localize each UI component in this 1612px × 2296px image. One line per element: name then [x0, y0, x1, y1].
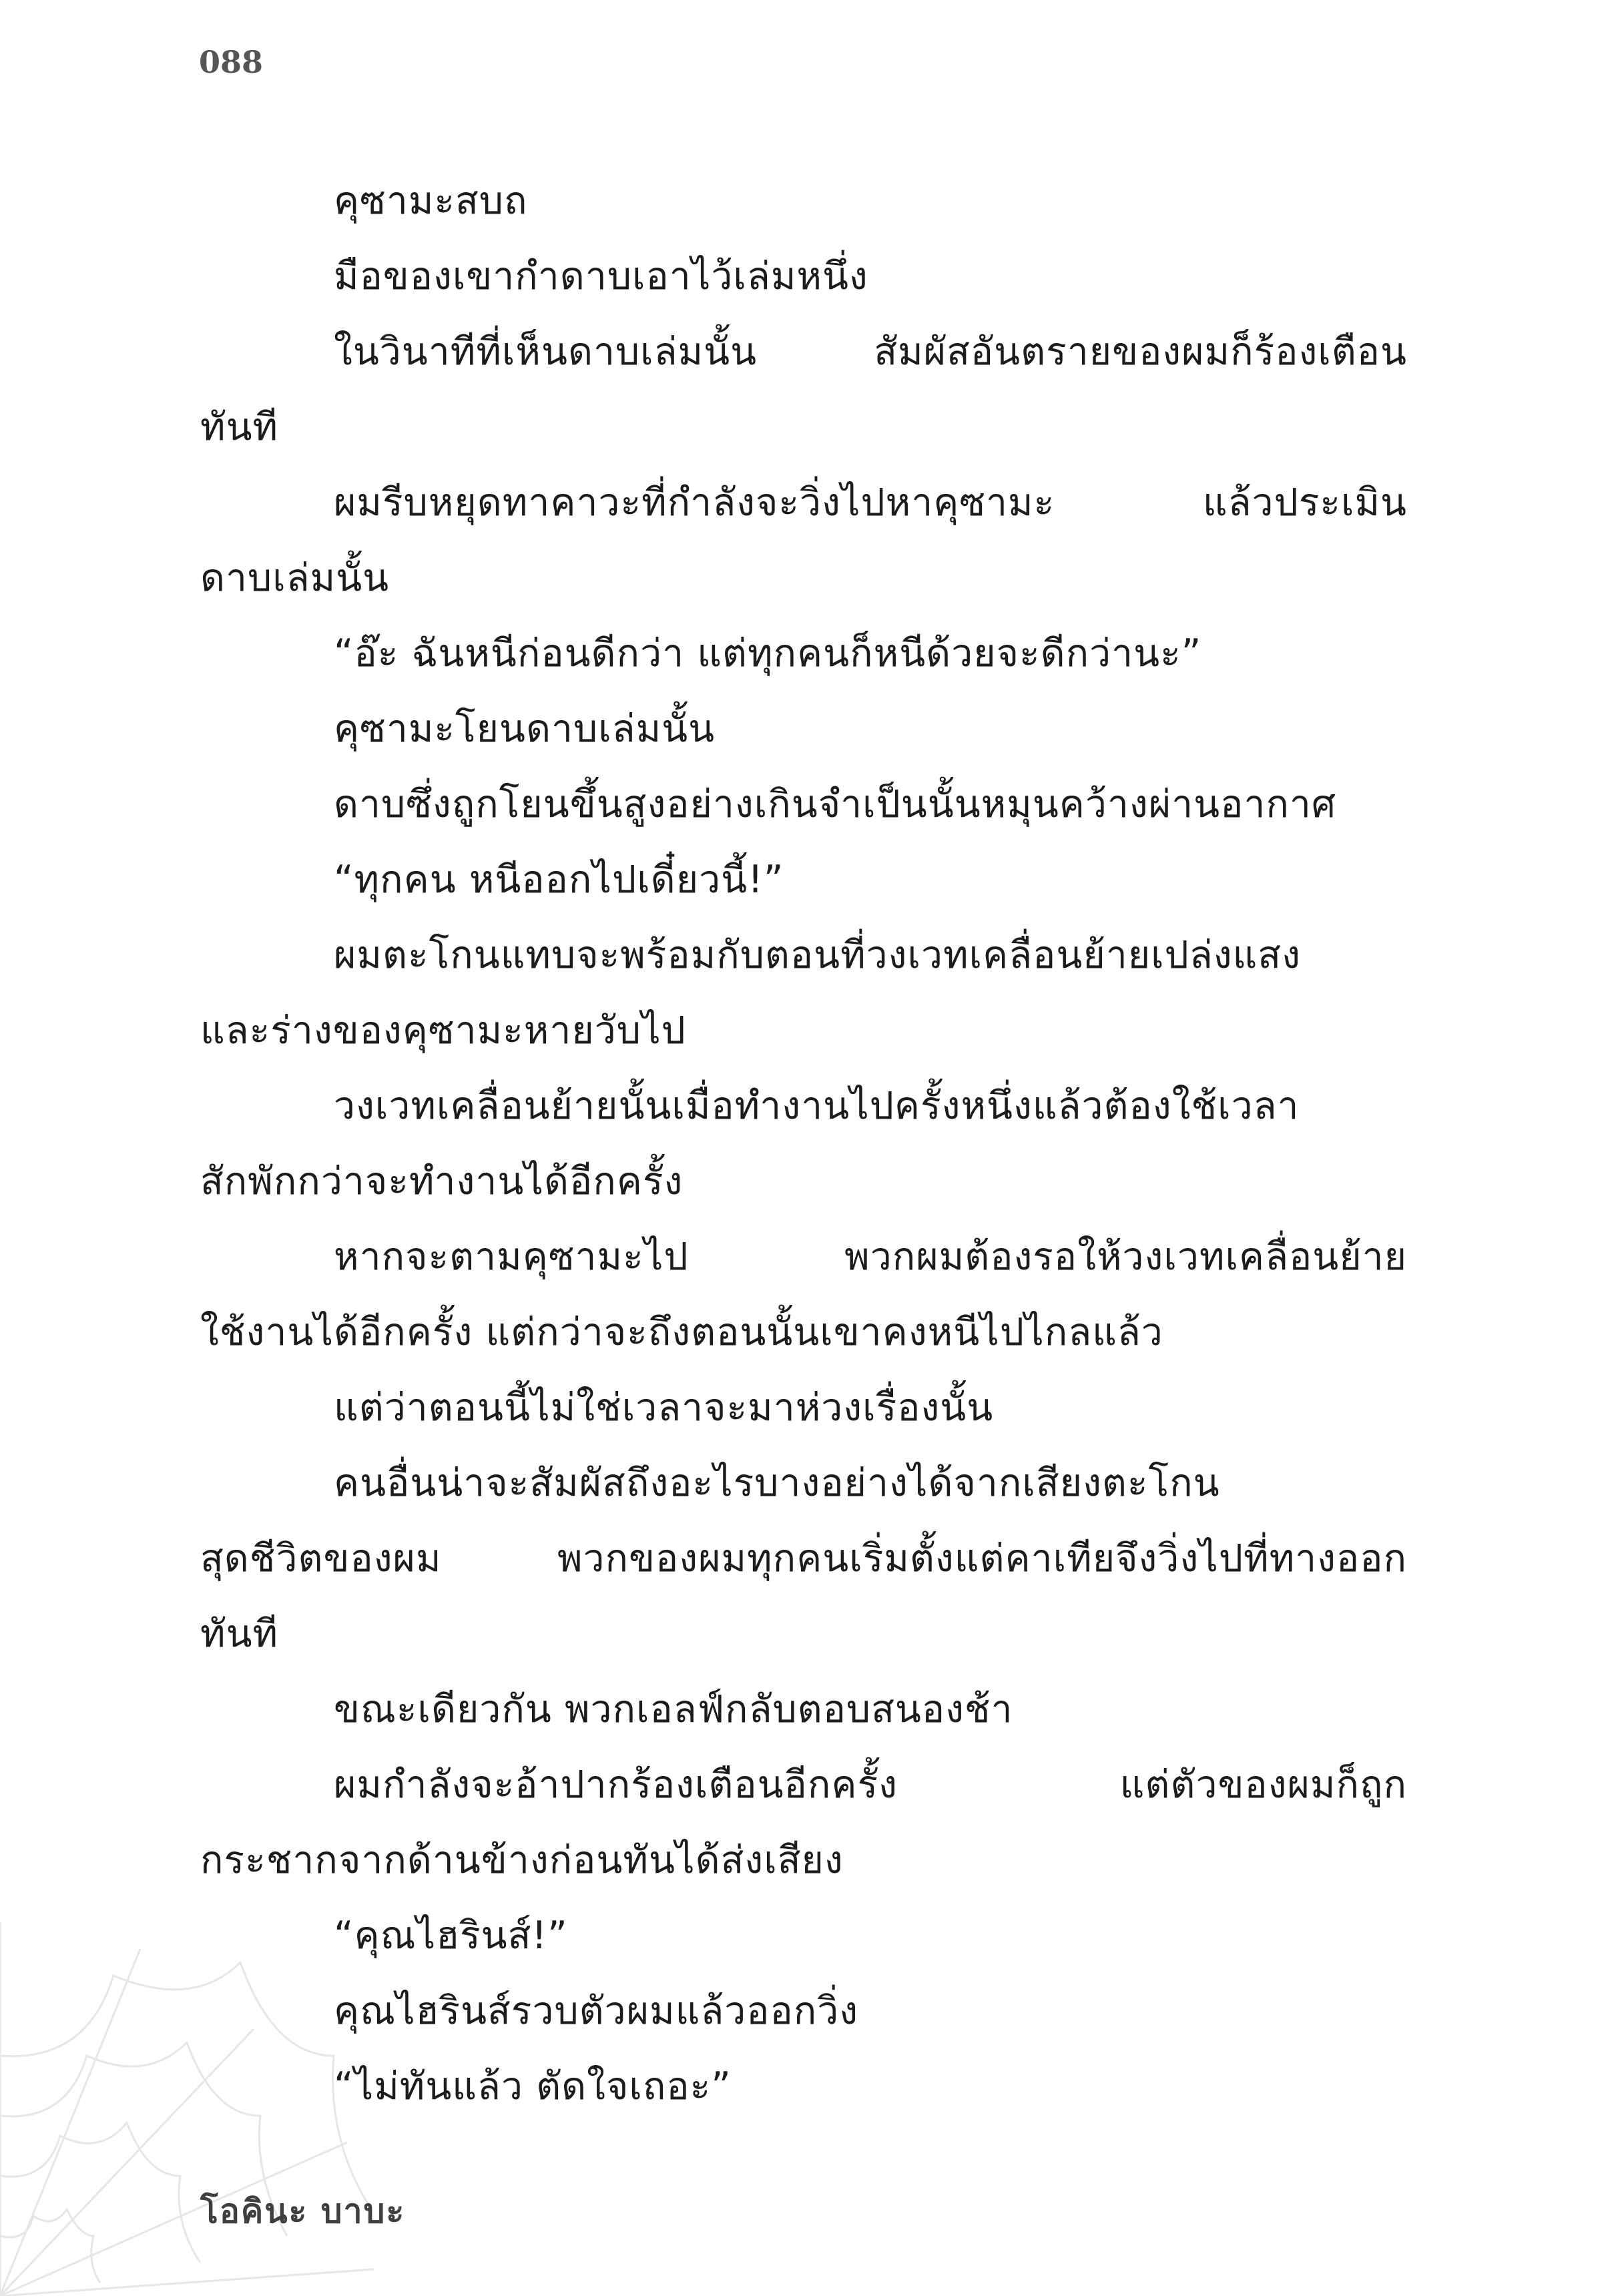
text-line: “ไม่ทันแล้ว ตัดใจเถอะ”: [334, 2064, 732, 2108]
text-line: ผมกำลังจะอ้าปากร้องเตือนอีกครั้ง แต่ตัวของผมก็ถูก: [334, 1763, 1407, 1807]
text-line: สุดชีวิตของผม พวกของผมทุกคนเริ่มตั้งแต่คาเทียจึงวิ่งไปที่ทางออก: [200, 1536, 1407, 1581]
text-line: และร่างของคุซามะหายวับไป: [200, 1009, 686, 1053]
text-line: ขณะเดียวกัน พวกเอลฟ์กลับตอบสนองช้า: [334, 1687, 1013, 1731]
text-line: “คุณไฮรินส์!”: [334, 1914, 568, 1958]
text-line: คุซามะสบถ: [334, 179, 528, 223]
text-line: ใช้งานได้อีกครั้ง แต่กว่าจะถึงตอนนั้นเขาคงหนีไปไกลแล้ว: [200, 1310, 1163, 1354]
text-line: คุณไฮรินส์รวบตัวผมแล้วออกวิ่ง: [334, 1989, 859, 2033]
text-body: [200, 164, 1407, 2124]
text-line: หากจะตามคุซามะไป พวกผมต้องรอให้วงเวทเคลื่อนย้าย: [334, 1235, 1407, 1279]
text-line: ดาบซึ่งถูกโยนขึ้นสูงอย่างเกินจำเป็นนั้นหมุนคว้างผ่านอากาศ: [334, 782, 1337, 826]
text-line: ผมรีบหยุดทาคาวะที่กำลังจะวิ่งไปหาคุซามะ แล้วประเมิน: [334, 481, 1407, 525]
text-line: สักพักกว่าจะทำงานได้อีกครั้ง: [200, 1159, 684, 1203]
text-line: ทันที: [200, 1612, 279, 1656]
text-line: ในวินาทีที่เห็นดาบเล่มนั้น สัมผัสอันตรายของผมก็ร้องเตือน: [334, 330, 1407, 374]
text-line: วงเวทเคลื่อนย้ายนั้นเมื่อทำงานไปครั้งหนึ่งแล้วต้องใช้เวลา: [334, 1084, 1300, 1128]
text-line: คุซามะโยนดาบเล่มนั้น: [334, 707, 716, 751]
text-line: กระชากจากด้านข้างก่อนทันได้ส่งเสียง: [200, 1838, 844, 1882]
text-line: ผมตะโกนแทบจะพร้อมกับตอนที่วงเวทเคลื่อนย้ายเปล่งแสง: [334, 933, 1301, 977]
text-line: มือของเขากำดาบเอาไว้เล่มหนึ่ง: [334, 254, 868, 298]
text-line: “ทุกคน หนีออกไปเดี๋ยวนี้!”: [334, 858, 784, 902]
page-number: 088: [199, 44, 264, 80]
spider-web-icon: [0, 1922, 374, 2296]
text-line: แต่ว่าตอนนี้ไม่ใช่เวลาจะมาห่วงเรื่องนั้น: [334, 1386, 994, 1430]
text-line: ดาบเล่มนั้น: [200, 556, 390, 600]
text-line: คนอื่นน่าจะสัมผัสถึงอะไรบางอย่างได้จากเสียงตะโกน: [334, 1461, 1220, 1505]
footer-author: โอคินะ บาบะ: [200, 2192, 406, 2231]
text-line: ทันที: [200, 405, 279, 449]
text-line: “อ๊ะ ฉันหนีก่อนดีกว่า แต่ทุกคนก็หนีด้วยจะดีกว่านะ”: [334, 631, 1202, 675]
